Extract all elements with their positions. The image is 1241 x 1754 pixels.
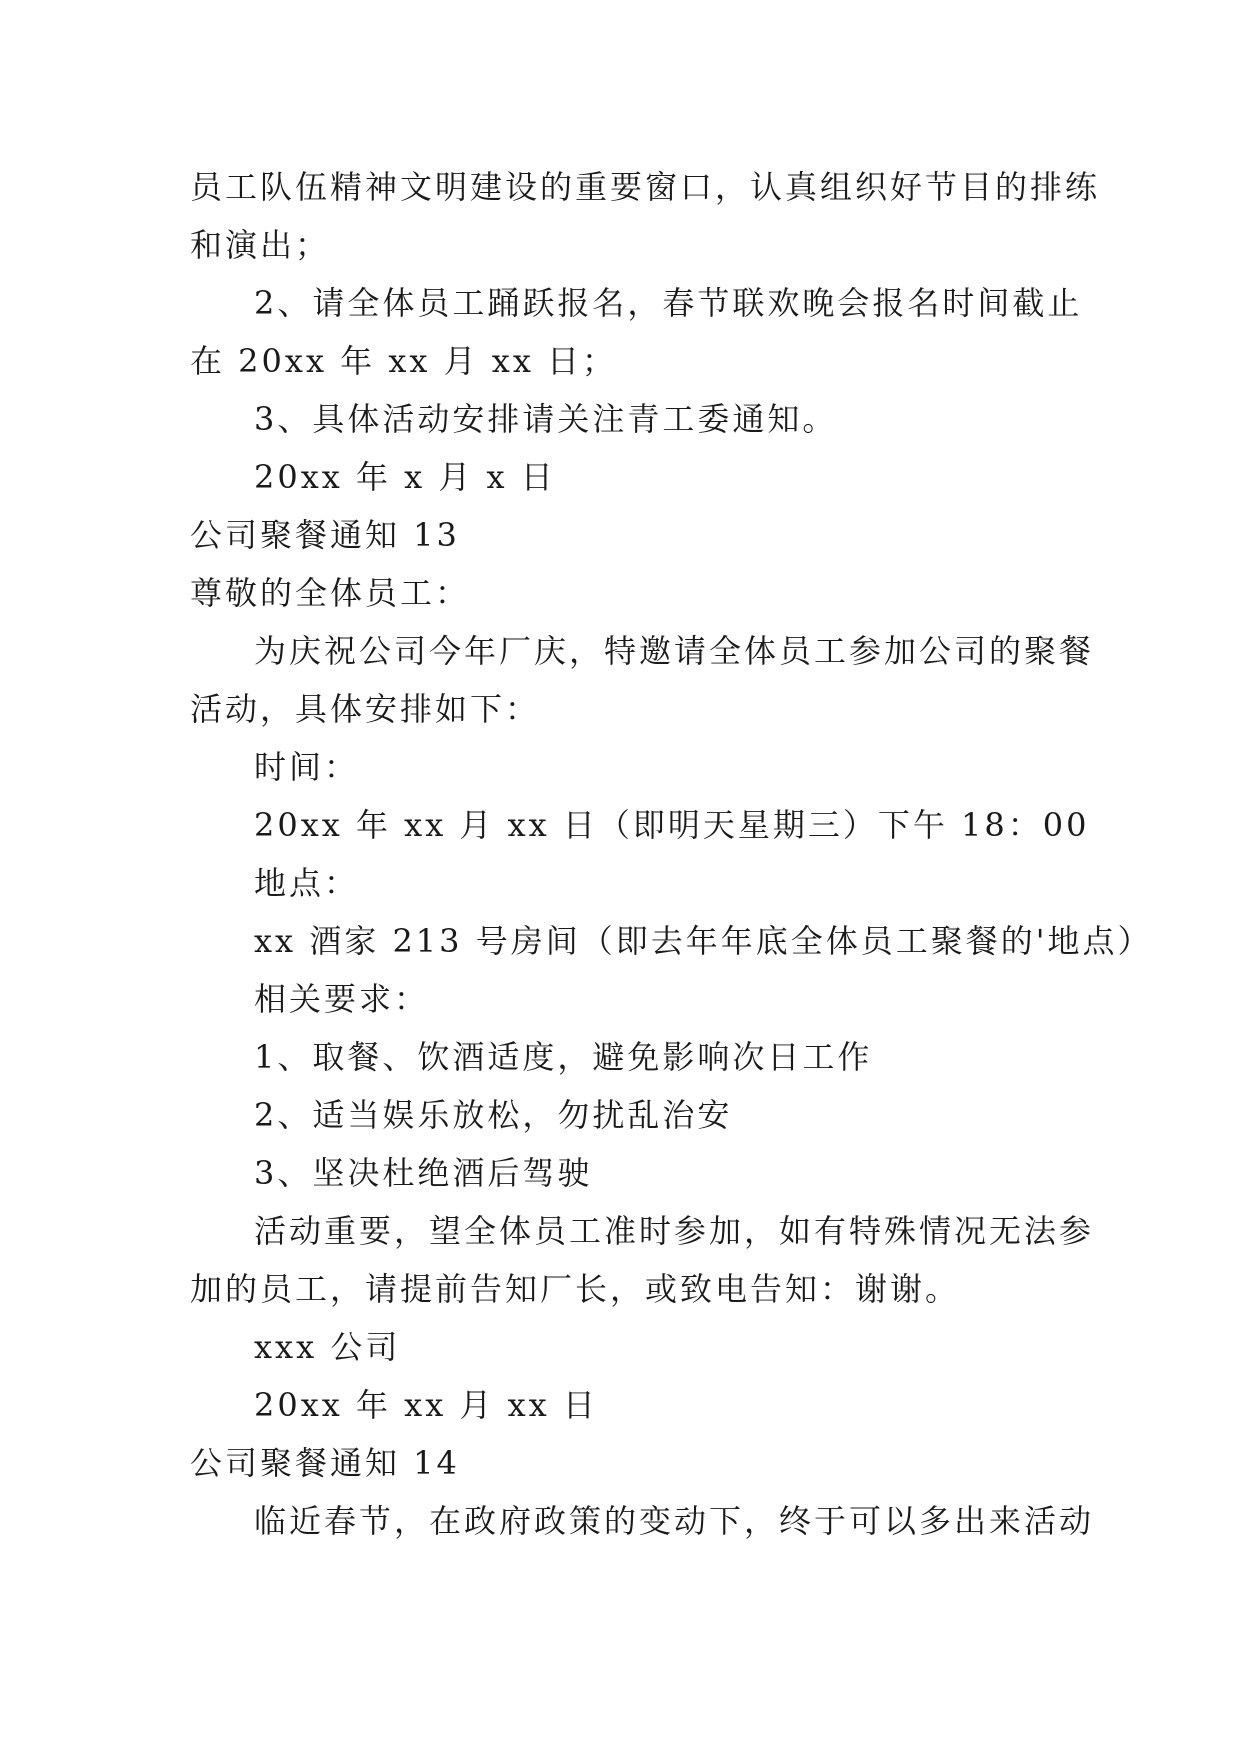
text-line: 为庆祝公司今年厂庆，特邀请全体员工参加公司的聚餐 [254, 632, 1095, 670]
text-line: 相关要求： [254, 980, 430, 1018]
text-line: 和演出； [190, 226, 331, 264]
text-line: 20xx 年 xx 月 xx 日（即明天星期三）下午 18：00 [254, 806, 1090, 844]
text-line: 地点： [254, 864, 360, 902]
text-line: xx 酒家 213 号房间（即去年年底全体员工聚餐的'地点） [254, 922, 1153, 960]
text-line: 临近春节，在政府政策的变动下，终于可以多出来活动 [254, 1502, 1095, 1540]
text-line: 尊敬的全体员工： [190, 574, 471, 612]
text-line: 加的员工，请提前告知厂长，或致电告知：谢谢。 [190, 1270, 961, 1308]
text-line: 20xx 年 xx 月 xx 日 [254, 1386, 598, 1424]
text-line: 员工队伍精神文明建设的重要窗口，认真组织好节目的排练 [190, 168, 1101, 206]
text-line: 活动，具体安排如下： [190, 690, 541, 728]
text-line: 在 20xx 年 xx 月 xx 日； [190, 342, 618, 380]
text-line: 活动重要，望全体员工准时参加，如有特殊情况无法参 [254, 1212, 1095, 1250]
text-line: 1、取餐、饮酒适度，避免影响次日工作 [254, 1038, 873, 1076]
document-body [190, 158, 1153, 1550]
text-line: 2、请全体员工踊跃报名，春节联欢晚会报名时间截止 [254, 284, 1083, 322]
text-line: 公司聚餐通知 13 [190, 516, 460, 554]
text-line: 3、具体活动安排请关注青工委通知。 [254, 400, 838, 438]
text-line: 公司聚餐通知 14 [190, 1444, 460, 1482]
text-line: xxx 公司 [254, 1328, 401, 1366]
text-line: 时间： [254, 748, 360, 786]
text-line: 2、适当娱乐放松，勿扰乱治安 [254, 1096, 733, 1134]
text-line: 20xx 年 x 月 x 日 [254, 458, 556, 496]
text-line: 3、坚决杜绝酒后驾驶 [254, 1154, 593, 1192]
